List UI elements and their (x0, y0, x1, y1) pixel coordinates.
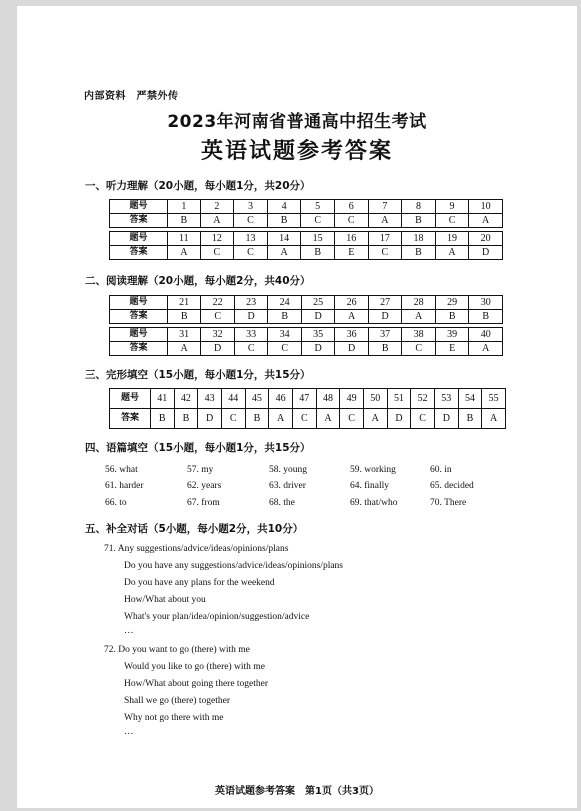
answer-cell: B (469, 310, 503, 324)
section-listening-heading: 一、听力理解（20小题，每小题1分，共20分） (85, 180, 311, 192)
question-number-cell: 29 (435, 296, 469, 310)
question-number-cell: 11 (168, 232, 201, 246)
answer-cell: B (168, 214, 201, 228)
section-dialogue-heading: 五、补全对话（5小题，每小题2分，共10分） (85, 523, 304, 535)
answer-cell: D (301, 342, 335, 356)
question-number-cell: 4 (267, 200, 301, 214)
question-number-cell: 3 (234, 200, 268, 214)
passage-fill-answer: 57. my (187, 465, 214, 475)
cloze-table-body (110, 389, 506, 429)
question-number-cell: 38 (402, 328, 436, 342)
question-number-cell: 26 (335, 296, 369, 310)
answer-cell: C (340, 409, 364, 429)
answer-cell: D (301, 310, 335, 324)
answer-row (110, 246, 503, 260)
question-number-cell: 17 (368, 232, 402, 246)
answer-cell: C (201, 310, 235, 324)
question-number-cell: 10 (469, 200, 503, 214)
answer-cell: B (245, 409, 269, 429)
answer-cell: C (292, 409, 316, 429)
question-number-cell: 51 (387, 389, 411, 409)
passage-fill-answer: 56. what (105, 465, 138, 475)
question-number-cell: 40 (469, 328, 503, 342)
answer-cell: C (234, 342, 268, 356)
q71-answer: 71. Any suggestions/advice/ideas/opinions/plans (104, 544, 289, 554)
question-number-row (110, 296, 503, 310)
question-number-cell: 42 (174, 389, 198, 409)
q72-answer: 72. Do you want to go (there) with me (104, 645, 250, 655)
row-label-answer: 答案 (110, 342, 168, 356)
row-label-answer: 答案 (110, 310, 168, 324)
question-number-cell: 13 (234, 232, 268, 246)
question-number-cell: 6 (334, 200, 368, 214)
answer-cell: A (363, 409, 387, 429)
question-number-cell: 12 (200, 232, 234, 246)
answer-cell: C (268, 342, 302, 356)
question-number-cell: 5 (301, 200, 335, 214)
answer-row (110, 310, 503, 324)
answer-cell: A (435, 246, 469, 260)
question-number-cell: 43 (198, 389, 222, 409)
question-number-cell: 25 (301, 296, 335, 310)
passage-fill-answer: 63. driver (269, 481, 306, 491)
answer-cell: E (435, 342, 469, 356)
answer-key-title: 英语试题参考答案 (200, 138, 393, 164)
answer-cell: A (482, 409, 506, 429)
answer-cell: B (458, 409, 482, 429)
question-number-cell: 44 (221, 389, 245, 409)
row-label-question-number: 题号 (110, 328, 168, 342)
reading-answer-table (109, 295, 503, 356)
question-number-cell: 7 (368, 200, 402, 214)
answer-cell: A (402, 310, 436, 324)
question-number-cell: 21 (167, 296, 201, 310)
question-number-cell: 2 (200, 200, 234, 214)
q71-ellipsis: … (124, 626, 134, 636)
listening-answer-table (109, 199, 503, 260)
answer-cell: A (335, 310, 369, 324)
answer-cell: C (334, 214, 368, 228)
cloze-answer-table (109, 388, 506, 429)
question-number-cell: 24 (268, 296, 302, 310)
passage-fill-answer: 64. finally (350, 481, 390, 491)
passage-fill-answer: 68. the (269, 498, 295, 508)
answer-cell: B (435, 310, 469, 324)
answer-cell: B (174, 409, 198, 429)
answer-row (110, 214, 503, 228)
answer-cell: A (267, 246, 301, 260)
question-number-cell: 27 (368, 296, 402, 310)
q71-alt: What's your plan/idea/opinion/suggestion/advice (124, 612, 310, 622)
question-number-cell: 52 (411, 389, 435, 409)
answer-cell: B (402, 246, 436, 260)
row-label-answer: 答案 (110, 214, 168, 228)
question-number-cell: 46 (269, 389, 293, 409)
question-number-cell: 39 (435, 328, 469, 342)
answer-cell: D (469, 246, 503, 260)
section-reading-heading: 二、阅读理解（20小题，每小题2分，共40分） (85, 275, 311, 287)
question-number-row (110, 232, 503, 246)
q71-alt: Do you have any plans for the weekend (124, 578, 275, 588)
question-number-cell: 18 (402, 232, 436, 246)
question-number-cell: 53 (434, 389, 458, 409)
question-number-cell: 45 (245, 389, 269, 409)
q72-alt: How/What about going there together (124, 679, 269, 689)
row-label-answer: 答案 (110, 409, 151, 429)
answer-cell: B (402, 214, 436, 228)
question-number-cell: 23 (234, 296, 268, 310)
question-number-cell: 41 (150, 389, 174, 409)
row-label-answer: 答案 (110, 246, 168, 260)
question-number-cell: 28 (402, 296, 436, 310)
answer-cell: A (168, 246, 201, 260)
passage-fill-answer: 60. in (430, 465, 452, 475)
passage-fill-answer: 70. There (430, 498, 467, 508)
question-number-cell: 22 (201, 296, 235, 310)
answer-cell: A (469, 214, 503, 228)
question-number-cell: 49 (340, 389, 364, 409)
question-number-cell: 55 (482, 389, 506, 409)
answer-cell: C (368, 246, 402, 260)
answer-cell: D (335, 342, 369, 356)
passage-fill-answer: 69. that/who (350, 498, 398, 508)
answer-cell: C (200, 246, 234, 260)
question-number-cell: 48 (316, 389, 340, 409)
answer-cell: C (221, 409, 245, 429)
answer-cell: A (316, 409, 340, 429)
answer-sheet-page (17, 6, 577, 808)
question-number-cell: 35 (301, 328, 335, 342)
question-number-cell: 31 (167, 328, 201, 342)
q72-alt: Would you like to go (there) with me (124, 662, 265, 672)
answer-cell: E (334, 246, 368, 260)
answer-cell: B (368, 342, 402, 356)
question-number-row (110, 200, 503, 214)
row-label-question-number: 题号 (110, 389, 151, 409)
question-number-cell: 19 (435, 232, 469, 246)
question-number-cell: 15 (301, 232, 335, 246)
row-label-question-number: 题号 (110, 296, 168, 310)
section-passage-fill-heading: 四、语篇填空（15小题，每小题1分，共15分） (85, 442, 311, 454)
answer-cell: A (469, 342, 503, 356)
page-footer: 英语试题参考答案 第1页（共3页） (215, 786, 379, 797)
passage-fill-answer: 61. harder (105, 481, 144, 491)
answer-cell: B (268, 310, 302, 324)
question-number-cell: 47 (292, 389, 316, 409)
q71-alt: How/What about you (124, 595, 206, 605)
q72-alt: Why not go there with me (124, 713, 224, 723)
row-label-question-number: 题号 (110, 200, 168, 214)
answer-cell: D (234, 310, 268, 324)
question-number-cell: 50 (363, 389, 387, 409)
answer-cell: A (200, 214, 234, 228)
answer-cell: C (402, 342, 436, 356)
answer-cell: B (267, 214, 301, 228)
internal-notice: 内部资料 严禁外传 (84, 91, 179, 102)
answer-row (110, 342, 503, 356)
q72-ellipsis: … (124, 727, 134, 737)
question-number-cell: 36 (335, 328, 369, 342)
answer-cell: C (234, 214, 268, 228)
passage-fill-answer: 65. decided (430, 481, 474, 491)
question-number-cell: 37 (368, 328, 402, 342)
question-number-cell: 9 (435, 200, 469, 214)
answer-cell: C (234, 246, 268, 260)
answer-cell: B (150, 409, 174, 429)
question-number-row (110, 328, 503, 342)
question-number-cell: 20 (469, 232, 503, 246)
answer-cell: C (411, 409, 435, 429)
answer-cell: A (269, 409, 293, 429)
answer-cell: A (368, 214, 402, 228)
answer-cell: D (368, 310, 402, 324)
question-number-cell: 54 (458, 389, 482, 409)
answer-cell: B (301, 246, 335, 260)
answer-cell: B (167, 310, 201, 324)
section-cloze-heading: 三、完形填空（15小题，每小题1分，共15分） (85, 369, 311, 381)
exam-title: 2023年河南省普通高中招生考试 (167, 112, 427, 132)
answer-cell: D (201, 342, 235, 356)
passage-fill-answer: 66. to (105, 498, 127, 508)
passage-fill-answer: 62. years (187, 481, 222, 491)
question-number-row (110, 389, 506, 409)
question-number-cell: 33 (234, 328, 268, 342)
question-number-cell: 1 (168, 200, 201, 214)
question-number-cell: 16 (334, 232, 368, 246)
question-number-cell: 30 (469, 296, 503, 310)
question-number-cell: 32 (201, 328, 235, 342)
passage-fill-answer: 59. working (350, 465, 396, 475)
answer-cell: C (301, 214, 335, 228)
answer-row (110, 409, 506, 429)
answer-cell: D (198, 409, 222, 429)
question-number-cell: 34 (268, 328, 302, 342)
q72-alt: Shall we go (there) together (124, 696, 231, 706)
passage-fill-answer: 67. from (187, 498, 220, 508)
answer-cell: D (434, 409, 458, 429)
question-number-cell: 14 (267, 232, 301, 246)
answer-cell: A (167, 342, 201, 356)
answer-cell: C (435, 214, 469, 228)
question-number-cell: 8 (402, 200, 436, 214)
q71-alt: Do you have any suggestions/advice/ideas/opinions/plans (124, 561, 343, 571)
passage-fill-answer: 58. young (269, 465, 307, 475)
row-label-question-number: 题号 (110, 232, 168, 246)
reading-table-body (110, 296, 503, 356)
answer-cell: D (387, 409, 411, 429)
listening-table-body (110, 200, 503, 260)
